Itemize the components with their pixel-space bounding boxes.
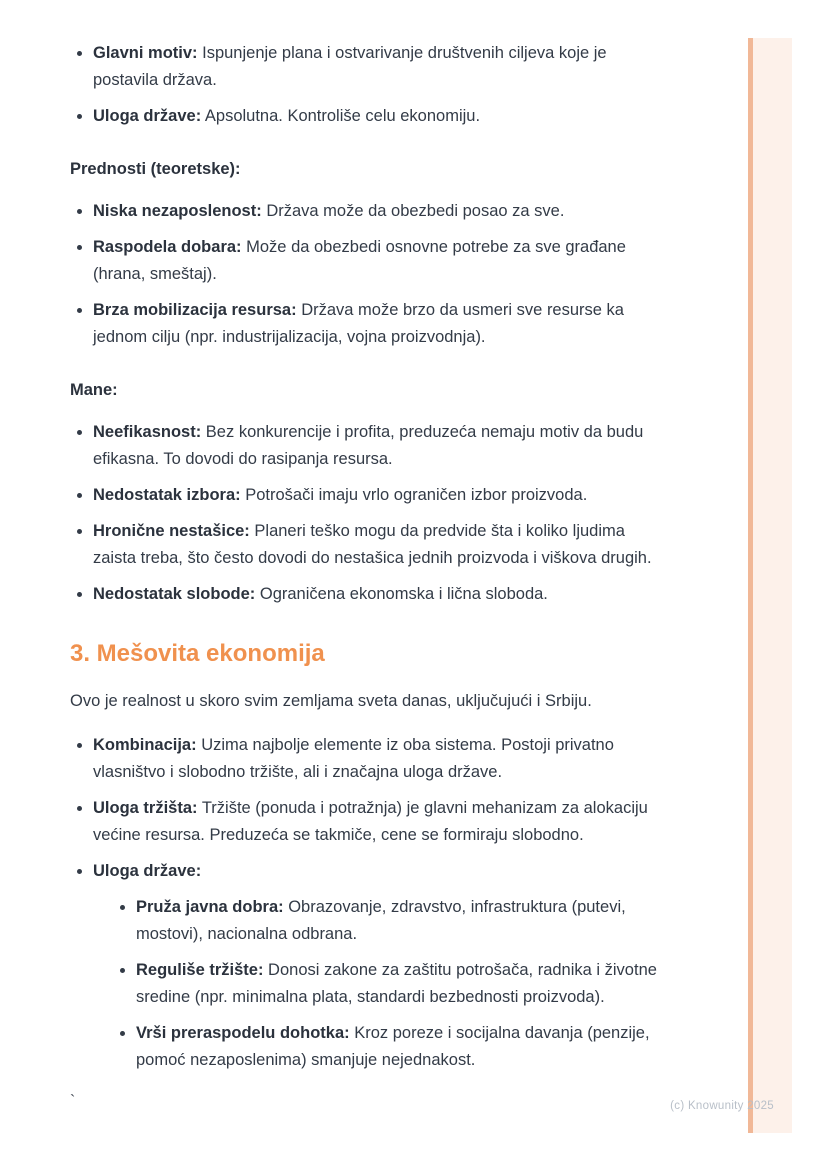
bullet-text: Planeri teško mogu da predvide šta i koliko ljudima zaista treba, što često dovodi do nestašica jednih proizvoda i viškova drugih.: [93, 522, 652, 567]
bullet-label: Raspodela dobara:: [93, 238, 242, 256]
bullet-text: Uzima najbolje elemente iz oba sistema. Postoji privatno vlasništvo i slobodno tržište, ali i značajna uloga države.: [93, 736, 614, 781]
bullet-label: Pruža javna dobra:: [136, 898, 284, 916]
list-item: [70, 858, 662, 1074]
bullet-label: Vrši preraspodelu dohotka:: [136, 1024, 350, 1042]
pros-heading: Prednosti (teoretske):: [70, 160, 241, 178]
list-item: [70, 518, 662, 572]
list-item: [113, 894, 662, 948]
bullet-label: Uloga tržišta:: [93, 799, 198, 817]
bullet-label: Glavni motiv:: [93, 44, 198, 62]
bullet-label: Niska nezaposlenost:: [93, 202, 262, 220]
bullet-text: Država može da obezbedi posao za sve.: [266, 202, 565, 220]
list-item: [70, 581, 662, 608]
cons-bullet-list: [70, 419, 662, 608]
bullet-label: Hronične nestašice:: [93, 522, 250, 540]
pros-bullet-list: [70, 198, 662, 351]
bullet-text: Obrazovanje, zdravstvo, infrastruktura (putevi, mostovi), nacionalna odbrana.: [136, 898, 626, 943]
list-item: [70, 419, 662, 473]
copyright-watermark: (c) Knowunity 2025: [670, 1100, 774, 1112]
mixed-economy-intro: Ovo je realnost u skoro svim zemljama sveta danas, uključujući i Srbiju.: [70, 692, 592, 710]
document-content: [70, 40, 662, 1115]
bullet-text: Apsolutna. Kontroliše celu ekonomiju.: [204, 107, 481, 125]
list-item: [70, 103, 662, 130]
cons-heading: Mane:: [70, 381, 118, 399]
state-role-sub-list: [113, 894, 662, 1074]
bullet-label: Reguliše tržište:: [136, 961, 264, 979]
list-item: [113, 1020, 662, 1074]
bullet-text: Donosi zakone za zaštitu potrošača, radnika i životne sredine (npr. minimalna plata, standardi bezbednosti proizvoda).: [136, 961, 657, 1006]
list-item: [113, 957, 662, 1011]
mixed-economy-bullet-list: [70, 732, 662, 1074]
bullet-label: Uloga države:: [93, 107, 202, 125]
page-edge-decoration-stripe: [748, 38, 792, 1133]
list-item: [70, 732, 662, 786]
stray-backtick-mark: `: [70, 1093, 76, 1110]
bullet-label: Kombinacija:: [93, 736, 197, 754]
bullet-text: Ograničena ekonomska i lična sloboda.: [259, 585, 548, 603]
bullet-label: Neefikasnost:: [93, 423, 202, 441]
command-economy-bullet-list: [70, 40, 662, 130]
bullet-text: Potrošači imaju vrlo ograničen izbor proizvoda.: [245, 486, 588, 504]
bullet-text: Država može brzo da usmeri sve resurse ka jednom cilju (npr. industrijalizacija, vojna proizvodnja).: [93, 301, 624, 346]
bullet-label: Nedostatak slobode:: [93, 585, 256, 603]
bullet-text: Tržište (ponuda i potražnja) je glavni mehanizam za alokaciju većine resursa. Preduzeća se takmiče, cene se formiraju slobodno.: [93, 799, 648, 844]
list-item: [70, 297, 662, 351]
list-item: [70, 482, 662, 509]
list-item: [70, 795, 662, 849]
mixed-economy-heading: 3. Mešovita ekonomija: [70, 640, 325, 667]
bullet-text: Kroz poreze i socijalna davanja (penzije, pomoć nezaposlenima) smanjuje nejednakost.: [136, 1024, 650, 1069]
bullet-label: Brza mobilizacija resursa:: [93, 301, 297, 319]
bullet-text: Može da obezbedi osnovne potrebe za sve građane (hrana, smeštaj).: [93, 238, 626, 283]
bullet-label: Uloga države:: [93, 862, 202, 880]
bullet-label: Nedostatak izbora:: [93, 486, 241, 504]
bullet-text: Ispunjenje plana i ostvarivanje društvenih ciljeva koje je postavila država.: [93, 44, 607, 89]
list-item: [70, 198, 662, 225]
list-item: [70, 40, 662, 94]
list-item: [70, 234, 662, 288]
bullet-text: Bez konkurencije i profita, preduzeća nemaju motiv da budu efikasna. To dovodi do rasipanja resursa.: [93, 423, 644, 468]
